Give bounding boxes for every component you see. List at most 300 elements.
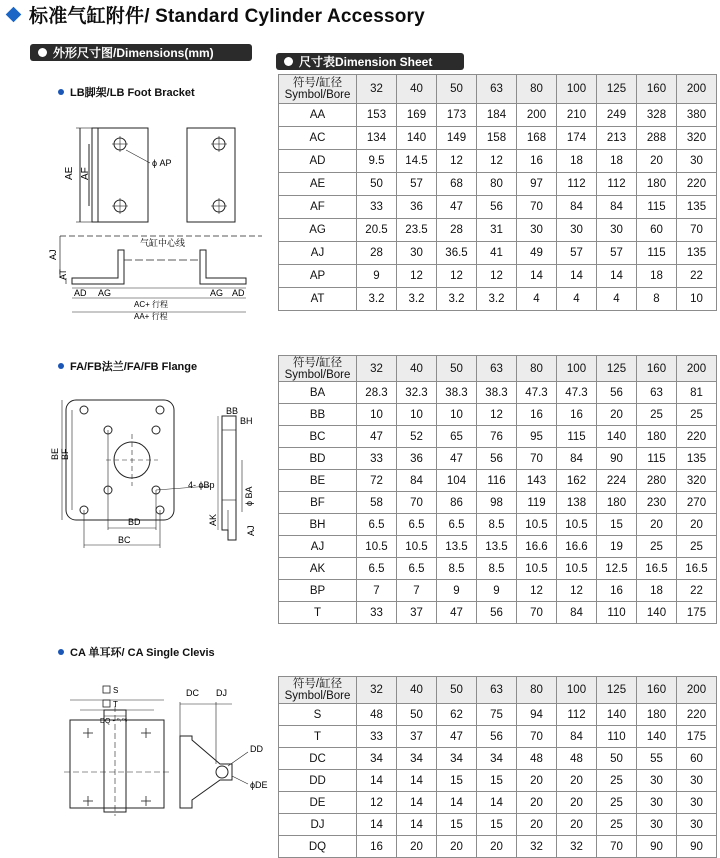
value-cell: 7	[397, 580, 437, 602]
table-row	[279, 265, 717, 288]
value-cell: 41	[477, 242, 517, 265]
symbol-cell: BF	[279, 492, 357, 514]
value-cell: 23.5	[397, 219, 437, 242]
value-cell: 48	[517, 748, 557, 770]
value-cell: 84	[397, 470, 437, 492]
value-cell: 7	[357, 580, 397, 602]
value-cell: 213	[597, 127, 637, 150]
bore-header: 125	[597, 677, 637, 704]
value-cell: 16.6	[517, 536, 557, 558]
value-cell: 18	[637, 580, 677, 602]
value-cell: 30	[677, 770, 717, 792]
value-cell: 135	[677, 242, 717, 265]
bore-header: 160	[637, 75, 677, 104]
value-cell: 18	[597, 150, 637, 173]
value-cell: 20	[677, 514, 717, 536]
value-cell: 25	[597, 770, 637, 792]
bore-header: 40	[397, 356, 437, 382]
fa-label-bh: BH	[240, 416, 253, 426]
value-cell: 22	[677, 265, 717, 288]
table-row	[279, 514, 717, 536]
lb-label-af: AF	[80, 167, 91, 180]
lb-label-aa-stroke: AA+ 行程	[134, 312, 168, 321]
value-cell: 48	[557, 748, 597, 770]
value-cell: 98	[477, 492, 517, 514]
ca-s-symbol-box	[103, 686, 110, 693]
value-cell: 20.5	[357, 219, 397, 242]
bore-header: 40	[397, 677, 437, 704]
value-cell: 18	[557, 150, 597, 173]
value-cell: 14	[397, 792, 437, 814]
lb-bracket-right	[200, 250, 246, 284]
value-cell: 31	[477, 219, 517, 242]
symbol-header-cn: 符号/缸径	[292, 356, 343, 369]
fa-hole	[156, 406, 164, 414]
value-cell: 25	[637, 404, 677, 426]
value-cell: 115	[637, 448, 677, 470]
lb-label-center-line: 气缸中心线	[140, 238, 186, 248]
value-cell: 112	[597, 173, 637, 196]
lb-label-at: AT	[58, 269, 68, 280]
bore-header: 100	[557, 75, 597, 104]
value-cell: 57	[557, 242, 597, 265]
value-cell: 84	[557, 602, 597, 624]
bore-header: 40	[397, 75, 437, 104]
table-row	[279, 426, 717, 448]
page-header	[6, 0, 425, 28]
value-cell: 10	[437, 404, 477, 426]
value-cell: 14.5	[397, 150, 437, 173]
value-cell: 90	[597, 448, 637, 470]
value-cell: 20	[557, 814, 597, 836]
value-cell: 110	[597, 726, 637, 748]
value-cell: 8.5	[437, 558, 477, 580]
table-row	[279, 558, 717, 580]
lb-label-ae: AE	[64, 166, 75, 180]
symbol-cell: T	[279, 602, 357, 624]
value-cell: 33	[357, 196, 397, 219]
value-cell: 20	[637, 514, 677, 536]
value-cell: 70	[517, 196, 557, 219]
value-cell: 33	[357, 448, 397, 470]
table-row	[279, 814, 717, 836]
value-cell: 116	[477, 470, 517, 492]
value-cell: 115	[637, 196, 677, 219]
value-cell: 140	[597, 704, 637, 726]
lb-label-aj: AJ	[48, 249, 58, 260]
value-cell: 12	[517, 580, 557, 602]
value-cell: 14	[557, 265, 597, 288]
value-cell: 14	[397, 814, 437, 836]
value-cell: 119	[517, 492, 557, 514]
bore-header: 50	[437, 677, 477, 704]
value-cell: 270	[677, 492, 717, 514]
value-cell: 84	[557, 448, 597, 470]
value-cell: 12.5	[597, 558, 637, 580]
bore-header: 200	[677, 677, 717, 704]
symbol-cell: DJ	[279, 814, 357, 836]
circle-bullet-icon	[284, 57, 293, 66]
table-header-row	[279, 75, 717, 104]
value-cell: 6.5	[437, 514, 477, 536]
fa-title: FA/FB法兰/FA/FB Flange	[70, 361, 198, 373]
table-row	[279, 127, 717, 150]
value-cell: 249	[597, 104, 637, 127]
value-cell: 320	[677, 470, 717, 492]
value-cell: 10	[357, 404, 397, 426]
symbol-cell: BH	[279, 514, 357, 536]
lb-label-ad-right: AD	[232, 288, 245, 298]
table-row	[279, 219, 717, 242]
value-cell: 30	[517, 219, 557, 242]
bore-header: 32	[357, 677, 397, 704]
value-cell: 56	[477, 196, 517, 219]
value-cell: 20	[397, 836, 437, 858]
value-cell: 16.5	[637, 558, 677, 580]
table-row	[279, 704, 717, 726]
symbol-cell: DE	[279, 792, 357, 814]
value-cell: 36.5	[437, 242, 477, 265]
value-cell: 14	[437, 792, 477, 814]
value-cell: 115	[637, 242, 677, 265]
value-cell: 162	[557, 470, 597, 492]
table-row	[279, 242, 717, 265]
sheet-section-pill	[276, 53, 464, 70]
value-cell: 10	[677, 288, 717, 311]
value-cell: 86	[437, 492, 477, 514]
bore-header: 200	[677, 356, 717, 382]
value-cell: 30	[597, 219, 637, 242]
bore-header: 80	[517, 356, 557, 382]
value-cell: 20	[637, 150, 677, 173]
value-cell: 168	[517, 127, 557, 150]
fa-label-ak: AK	[208, 513, 218, 526]
symbol-cell: BE	[279, 470, 357, 492]
symbol-header-en: Symbol/Bore	[284, 89, 351, 101]
value-cell: 90	[637, 836, 677, 858]
value-cell: 84	[557, 196, 597, 219]
ca-t-symbol-box	[103, 700, 110, 707]
bore-header: 50	[437, 75, 477, 104]
value-cell: 56	[477, 726, 517, 748]
ca-pin-hole	[216, 766, 228, 778]
value-cell: 49	[517, 242, 557, 265]
value-cell: 12	[477, 150, 517, 173]
lb-bracket-left	[72, 250, 124, 284]
value-cell: 153	[357, 104, 397, 127]
bore-header: 80	[517, 677, 557, 704]
ca-drawing	[0, 680, 275, 830]
table-row	[279, 448, 717, 470]
value-cell: 20	[437, 836, 477, 858]
value-cell: 30	[677, 814, 717, 836]
value-cell: 138	[557, 492, 597, 514]
value-cell: 25	[677, 536, 717, 558]
value-cell: 9	[437, 580, 477, 602]
symbol-header	[279, 75, 357, 104]
value-cell: 175	[677, 602, 717, 624]
value-cell: 15	[477, 814, 517, 836]
value-cell: 112	[557, 704, 597, 726]
bore-header: 32	[357, 75, 397, 104]
dimensions-section-pill	[30, 44, 252, 61]
value-cell: 6.5	[397, 558, 437, 580]
value-cell: 48	[357, 704, 397, 726]
lb-label-ad: AD	[74, 288, 87, 298]
value-cell: 72	[357, 470, 397, 492]
value-cell: 34	[477, 748, 517, 770]
sheet-pill-label: 尺寸表Dimension Sheet	[299, 55, 433, 69]
value-cell: 62	[437, 704, 477, 726]
value-cell: 158	[477, 127, 517, 150]
value-cell: 320	[677, 127, 717, 150]
symbol-header-cn: 符号/缸径	[292, 678, 343, 690]
fa-dimension-table	[278, 355, 717, 624]
table-row	[279, 288, 717, 311]
value-cell: 37	[397, 726, 437, 748]
value-cell: 65	[437, 426, 477, 448]
fa-label-bb: BB	[226, 406, 239, 416]
value-cell: 224	[597, 470, 637, 492]
value-cell: 76	[477, 426, 517, 448]
fa-side-profile	[222, 416, 236, 540]
table-row	[279, 792, 717, 814]
symbol-cell: AT	[279, 288, 357, 311]
table-row	[279, 836, 717, 858]
value-cell: 16	[557, 404, 597, 426]
table-row	[279, 770, 717, 792]
value-cell: 68	[437, 173, 477, 196]
value-cell: 70	[597, 836, 637, 858]
bore-header: 160	[637, 356, 677, 382]
diamond-bullet-icon	[6, 6, 22, 22]
symbol-cell: BA	[279, 382, 357, 404]
value-cell: 50	[597, 748, 637, 770]
value-cell: 70	[397, 492, 437, 514]
symbol-cell: AJ	[279, 536, 357, 558]
value-cell: 57	[397, 173, 437, 196]
value-cell: 14	[357, 814, 397, 836]
symbol-cell: AJ	[279, 242, 357, 265]
value-cell: 184	[477, 104, 517, 127]
value-cell: 20	[517, 814, 557, 836]
dot-bullet-icon	[58, 89, 64, 95]
value-cell: 12	[477, 404, 517, 426]
table-header-row	[279, 677, 717, 704]
table-row	[279, 150, 717, 173]
fa-label-bd: BD	[128, 517, 141, 527]
symbol-header-cn: 符号/缸径	[292, 77, 343, 89]
value-cell: 180	[597, 492, 637, 514]
value-cell: 10.5	[517, 514, 557, 536]
value-cell: 9	[357, 265, 397, 288]
value-cell: 16.5	[677, 558, 717, 580]
value-cell: 135	[677, 448, 717, 470]
ca-label-s: S	[113, 686, 119, 695]
ca-label-dd: DD	[250, 744, 263, 754]
ca-dimension-table	[278, 676, 717, 858]
value-cell: 173	[437, 104, 477, 127]
value-cell: 14	[477, 792, 517, 814]
value-cell: 8.5	[477, 514, 517, 536]
value-cell: 20	[557, 792, 597, 814]
bore-header: 160	[637, 677, 677, 704]
value-cell: 3.2	[477, 288, 517, 311]
value-cell: 22	[677, 580, 717, 602]
value-cell: 47.3	[517, 382, 557, 404]
value-cell: 70	[677, 219, 717, 242]
lb-title: LB脚架/LB Foot Bracket	[70, 87, 195, 99]
value-cell: 16	[517, 150, 557, 173]
value-cell: 32	[517, 836, 557, 858]
value-cell: 90	[677, 836, 717, 858]
table-row	[279, 726, 717, 748]
value-cell: 32.3	[397, 382, 437, 404]
table-row	[279, 470, 717, 492]
value-cell: 200	[517, 104, 557, 127]
table-row	[279, 492, 717, 514]
value-cell: 56	[477, 602, 517, 624]
value-cell: 70	[517, 448, 557, 470]
table-row	[279, 580, 717, 602]
value-cell: 30	[677, 792, 717, 814]
symbol-cell: AA	[279, 104, 357, 127]
value-cell: 15	[477, 770, 517, 792]
value-cell: 175	[677, 726, 717, 748]
symbol-header	[279, 356, 357, 382]
value-cell: 6.5	[357, 514, 397, 536]
value-cell: 10.5	[517, 558, 557, 580]
value-cell: 12	[397, 265, 437, 288]
value-cell: 97	[517, 173, 557, 196]
value-cell: 70	[517, 602, 557, 624]
symbol-cell: AD	[279, 150, 357, 173]
lb-side-plate	[187, 128, 235, 222]
value-cell: 174	[557, 127, 597, 150]
circle-bullet-icon	[38, 48, 47, 57]
value-cell: 380	[677, 104, 717, 127]
bore-header: 100	[557, 677, 597, 704]
value-cell: 38.3	[477, 382, 517, 404]
value-cell: 13.5	[477, 536, 517, 558]
value-cell: 8.5	[477, 558, 517, 580]
fa-label-bp: 4- ϕBp	[188, 480, 215, 490]
symbol-header	[279, 677, 357, 704]
value-cell: 280	[637, 470, 677, 492]
value-cell: 3.2	[357, 288, 397, 311]
value-cell: 220	[677, 704, 717, 726]
symbol-cell: AE	[279, 173, 357, 196]
value-cell: 20	[477, 836, 517, 858]
value-cell: 12	[357, 792, 397, 814]
value-cell: 12	[477, 265, 517, 288]
symbol-header-en: Symbol/Bore	[284, 690, 351, 702]
value-cell: 6.5	[397, 514, 437, 536]
value-cell: 180	[637, 426, 677, 448]
value-cell: 149	[437, 127, 477, 150]
value-cell: 10.5	[557, 558, 597, 580]
table-row	[279, 196, 717, 219]
value-cell: 14	[517, 265, 557, 288]
bore-header: 80	[517, 75, 557, 104]
value-cell: 220	[677, 426, 717, 448]
value-cell: 19	[597, 536, 637, 558]
value-cell: 47	[437, 448, 477, 470]
value-cell: 34	[397, 748, 437, 770]
value-cell: 33	[357, 602, 397, 624]
value-cell: 47	[437, 602, 477, 624]
value-cell: 104	[437, 470, 477, 492]
symbol-header-en: Symbol/Bore	[284, 368, 351, 381]
bore-header: 32	[357, 356, 397, 382]
value-cell: 135	[677, 196, 717, 219]
symbol-cell: DD	[279, 770, 357, 792]
value-cell: 37	[397, 602, 437, 624]
value-cell: 50	[357, 173, 397, 196]
value-cell: 25	[637, 536, 677, 558]
value-cell: 20	[517, 770, 557, 792]
value-cell: 3.2	[397, 288, 437, 311]
value-cell: 12	[437, 150, 477, 173]
value-cell: 169	[397, 104, 437, 127]
value-cell: 34	[357, 748, 397, 770]
ca-label-de: ϕDE	[250, 780, 268, 790]
ca-label-dq: DQ - ⁰·⁰⁵	[100, 718, 128, 725]
value-cell: 30	[677, 150, 717, 173]
bore-header: 200	[677, 75, 717, 104]
lb-label-ap: ϕ AP	[152, 158, 172, 168]
value-cell: 28	[357, 242, 397, 265]
value-cell: 14	[597, 265, 637, 288]
value-cell: 20	[597, 404, 637, 426]
dimensions-pill-label: 外形尺寸图/Dimensions(mm)	[53, 46, 214, 60]
value-cell: 180	[637, 173, 677, 196]
value-cell: 12	[437, 265, 477, 288]
value-cell: 33	[357, 726, 397, 748]
value-cell: 47	[357, 426, 397, 448]
value-cell: 13.5	[437, 536, 477, 558]
symbol-cell: DC	[279, 748, 357, 770]
value-cell: 15	[437, 770, 477, 792]
value-cell: 60	[677, 748, 717, 770]
symbol-cell: BC	[279, 426, 357, 448]
value-cell: 16	[597, 580, 637, 602]
fa-drawing	[0, 380, 275, 560]
value-cell: 25	[597, 792, 637, 814]
bore-header: 63	[477, 677, 517, 704]
value-cell: 34	[437, 748, 477, 770]
value-cell: 94	[517, 704, 557, 726]
value-cell: 12	[557, 580, 597, 602]
value-cell: 25	[677, 404, 717, 426]
value-cell: 38.3	[437, 382, 477, 404]
fa-label-be: BE	[50, 447, 60, 460]
value-cell: 47	[437, 726, 477, 748]
symbol-cell: AK	[279, 558, 357, 580]
symbol-cell: S	[279, 704, 357, 726]
value-cell: 30	[637, 814, 677, 836]
value-cell: 81	[677, 382, 717, 404]
symbol-cell: AG	[279, 219, 357, 242]
value-cell: 140	[637, 602, 677, 624]
value-cell: 9	[477, 580, 517, 602]
value-cell: 16	[357, 836, 397, 858]
value-cell: 328	[637, 104, 677, 127]
table-row	[279, 104, 717, 127]
table-row	[279, 404, 717, 426]
lb-label-ag-right: AG	[210, 288, 224, 298]
value-cell: 30	[397, 242, 437, 265]
